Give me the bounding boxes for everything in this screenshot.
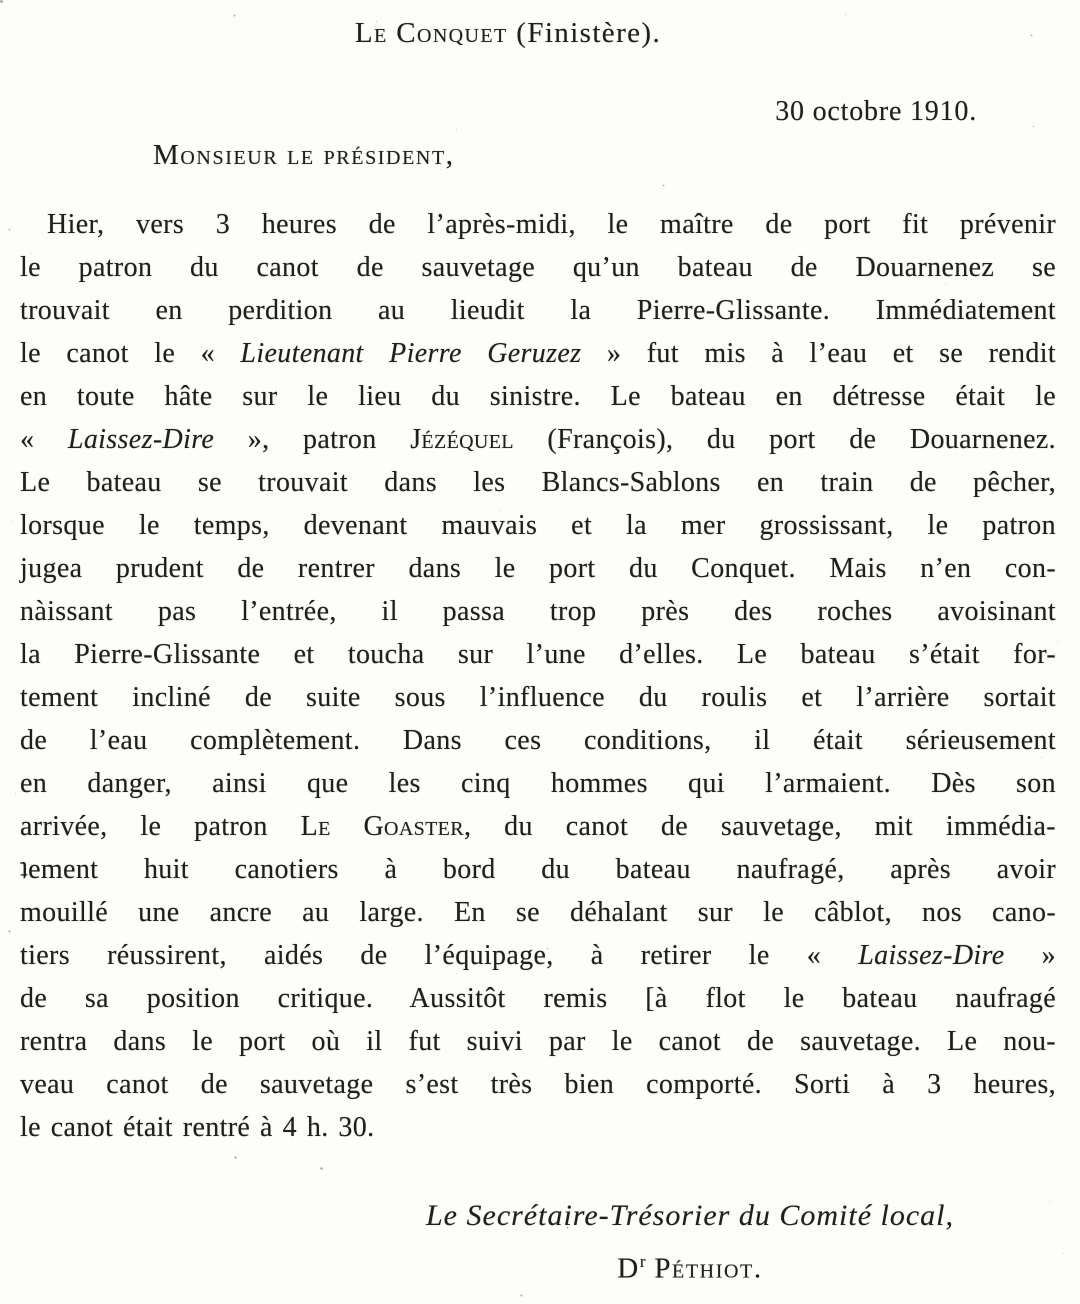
body-line [20,805,1056,848]
text-segment: de sa position critique. Aussitôt remis [à flot le bateau naufragé [20,983,1056,1014]
body-line [20,1063,1056,1106]
text-segment: le patron du canot de sauvetage qu’un bateau de Douarnenez se [20,252,1056,283]
text-segment: » fut mis à l’eau et se rendit [581,338,1057,369]
signature-name [300,1244,1080,1287]
text-segment: jugea prudent de rentrer dans le port du Conquet. Mais n’en con- [20,553,1056,584]
text-segment: Le Goaster [300,811,464,842]
body-line [20,418,1056,461]
text-segment: mouillé une ancre au large. En se déhalant sur le câblot, nos cano- [20,897,1056,928]
body-line [20,203,1056,246]
text-segment: Laissez-Dire [67,424,215,455]
letter-date: 30 octobre 1910. [775,96,977,127]
text-segment: Lieutenant Pierre Geruzez [240,338,582,369]
text-segment: en toute hâte sur le lieu du sinistre. Le bateau en détresse était le [20,381,1056,412]
body-line [20,1020,1056,1063]
signature-block [300,1196,1080,1287]
letter-place: Le Conquet [354,17,508,49]
text-segment: Laissez-Dire [858,940,1005,971]
text-segment: le canot était rentré à 4 h. 30. [20,1112,375,1143]
letter-body [20,203,1056,1149]
text-segment: », patron [214,424,411,455]
text-segment: tement incliné de suite sous l’influence du roulis et l’arrière sortait [20,682,1056,713]
body-line [20,848,1056,891]
text-segment: » [1004,940,1057,971]
text-segment: Hier, vers 3 heures de l’après-midi, le maître de port fit prévenir [47,209,1056,240]
body-line [20,375,1056,418]
text-segment: tiers réussirent, aidés de l’équipage, à retirer le « [20,940,859,971]
signature-title: D [617,1252,640,1285]
body-line [20,891,1056,934]
text-segment: Le bateau se trouvait dans les Blancs-Sablons en train de pêcher, [20,467,1056,498]
text-segment: nàissant pas l’entrée, il passa trop près des roches avoisinant [20,596,1056,627]
body-line [20,633,1056,676]
letter-place-suffix: (Finistère). [507,17,662,49]
text-segment: la Pierre-Glissante et toucha sur l’une d’elles. Le bateau s’était for- [20,639,1056,670]
body-line [20,289,1056,332]
text-segment: , du canot de sauvetage, mit immédia- [463,811,1056,842]
body-line [20,504,1056,547]
text-segment: de l’eau complètement. Dans ces conditions, il était sérieusement [20,725,1056,756]
text-segment: lorsque le temps, devenant mauvais et la mer grossissant, le patron [20,510,1056,541]
body-line [20,719,1056,762]
signature-title-sup: r [639,1252,646,1271]
body-line [20,590,1056,633]
text-segment: rentra dans le port où il fut suivi par le canot de sauvetage. Le nou- [20,1026,1056,1057]
body-line [20,246,1056,289]
text-segment: « [20,424,68,455]
body-line [20,934,1056,977]
body-line [20,676,1056,719]
salutation: Monsieur le président, [153,139,455,171]
body-line [20,977,1056,1020]
text-segment: ʇement huit canotiers à bord du bateau naufragé, après avoir [20,854,1056,885]
text-segment: veau canot de sauvetage s’est très bien comporté. Sorti à 3 heures, [20,1069,1056,1100]
body-line [20,547,1056,590]
text-segment: (François), du port de Douarnenez. [513,424,1056,455]
text-segment: trouvait en perdition au lieudit la Pierre-Glissante. Immédiatement [20,295,1056,326]
text-segment: Jézéquel [410,424,514,455]
letter-heading [0,0,1016,53]
body-line [20,461,1056,504]
signature-surname: Péthiot. [654,1252,763,1285]
text-segment: arrivée, le patron [20,811,301,842]
body-line [20,1106,1056,1149]
body-line [20,762,1056,805]
signature-role: Le Secrétaire-Trésorier du Comité local, [426,1199,954,1232]
text-segment: le canot le « [20,338,241,369]
text-segment: en danger, ainsi que les cinq hommes qui l’armaient. Dès son [20,768,1056,799]
body-line [20,332,1056,375]
